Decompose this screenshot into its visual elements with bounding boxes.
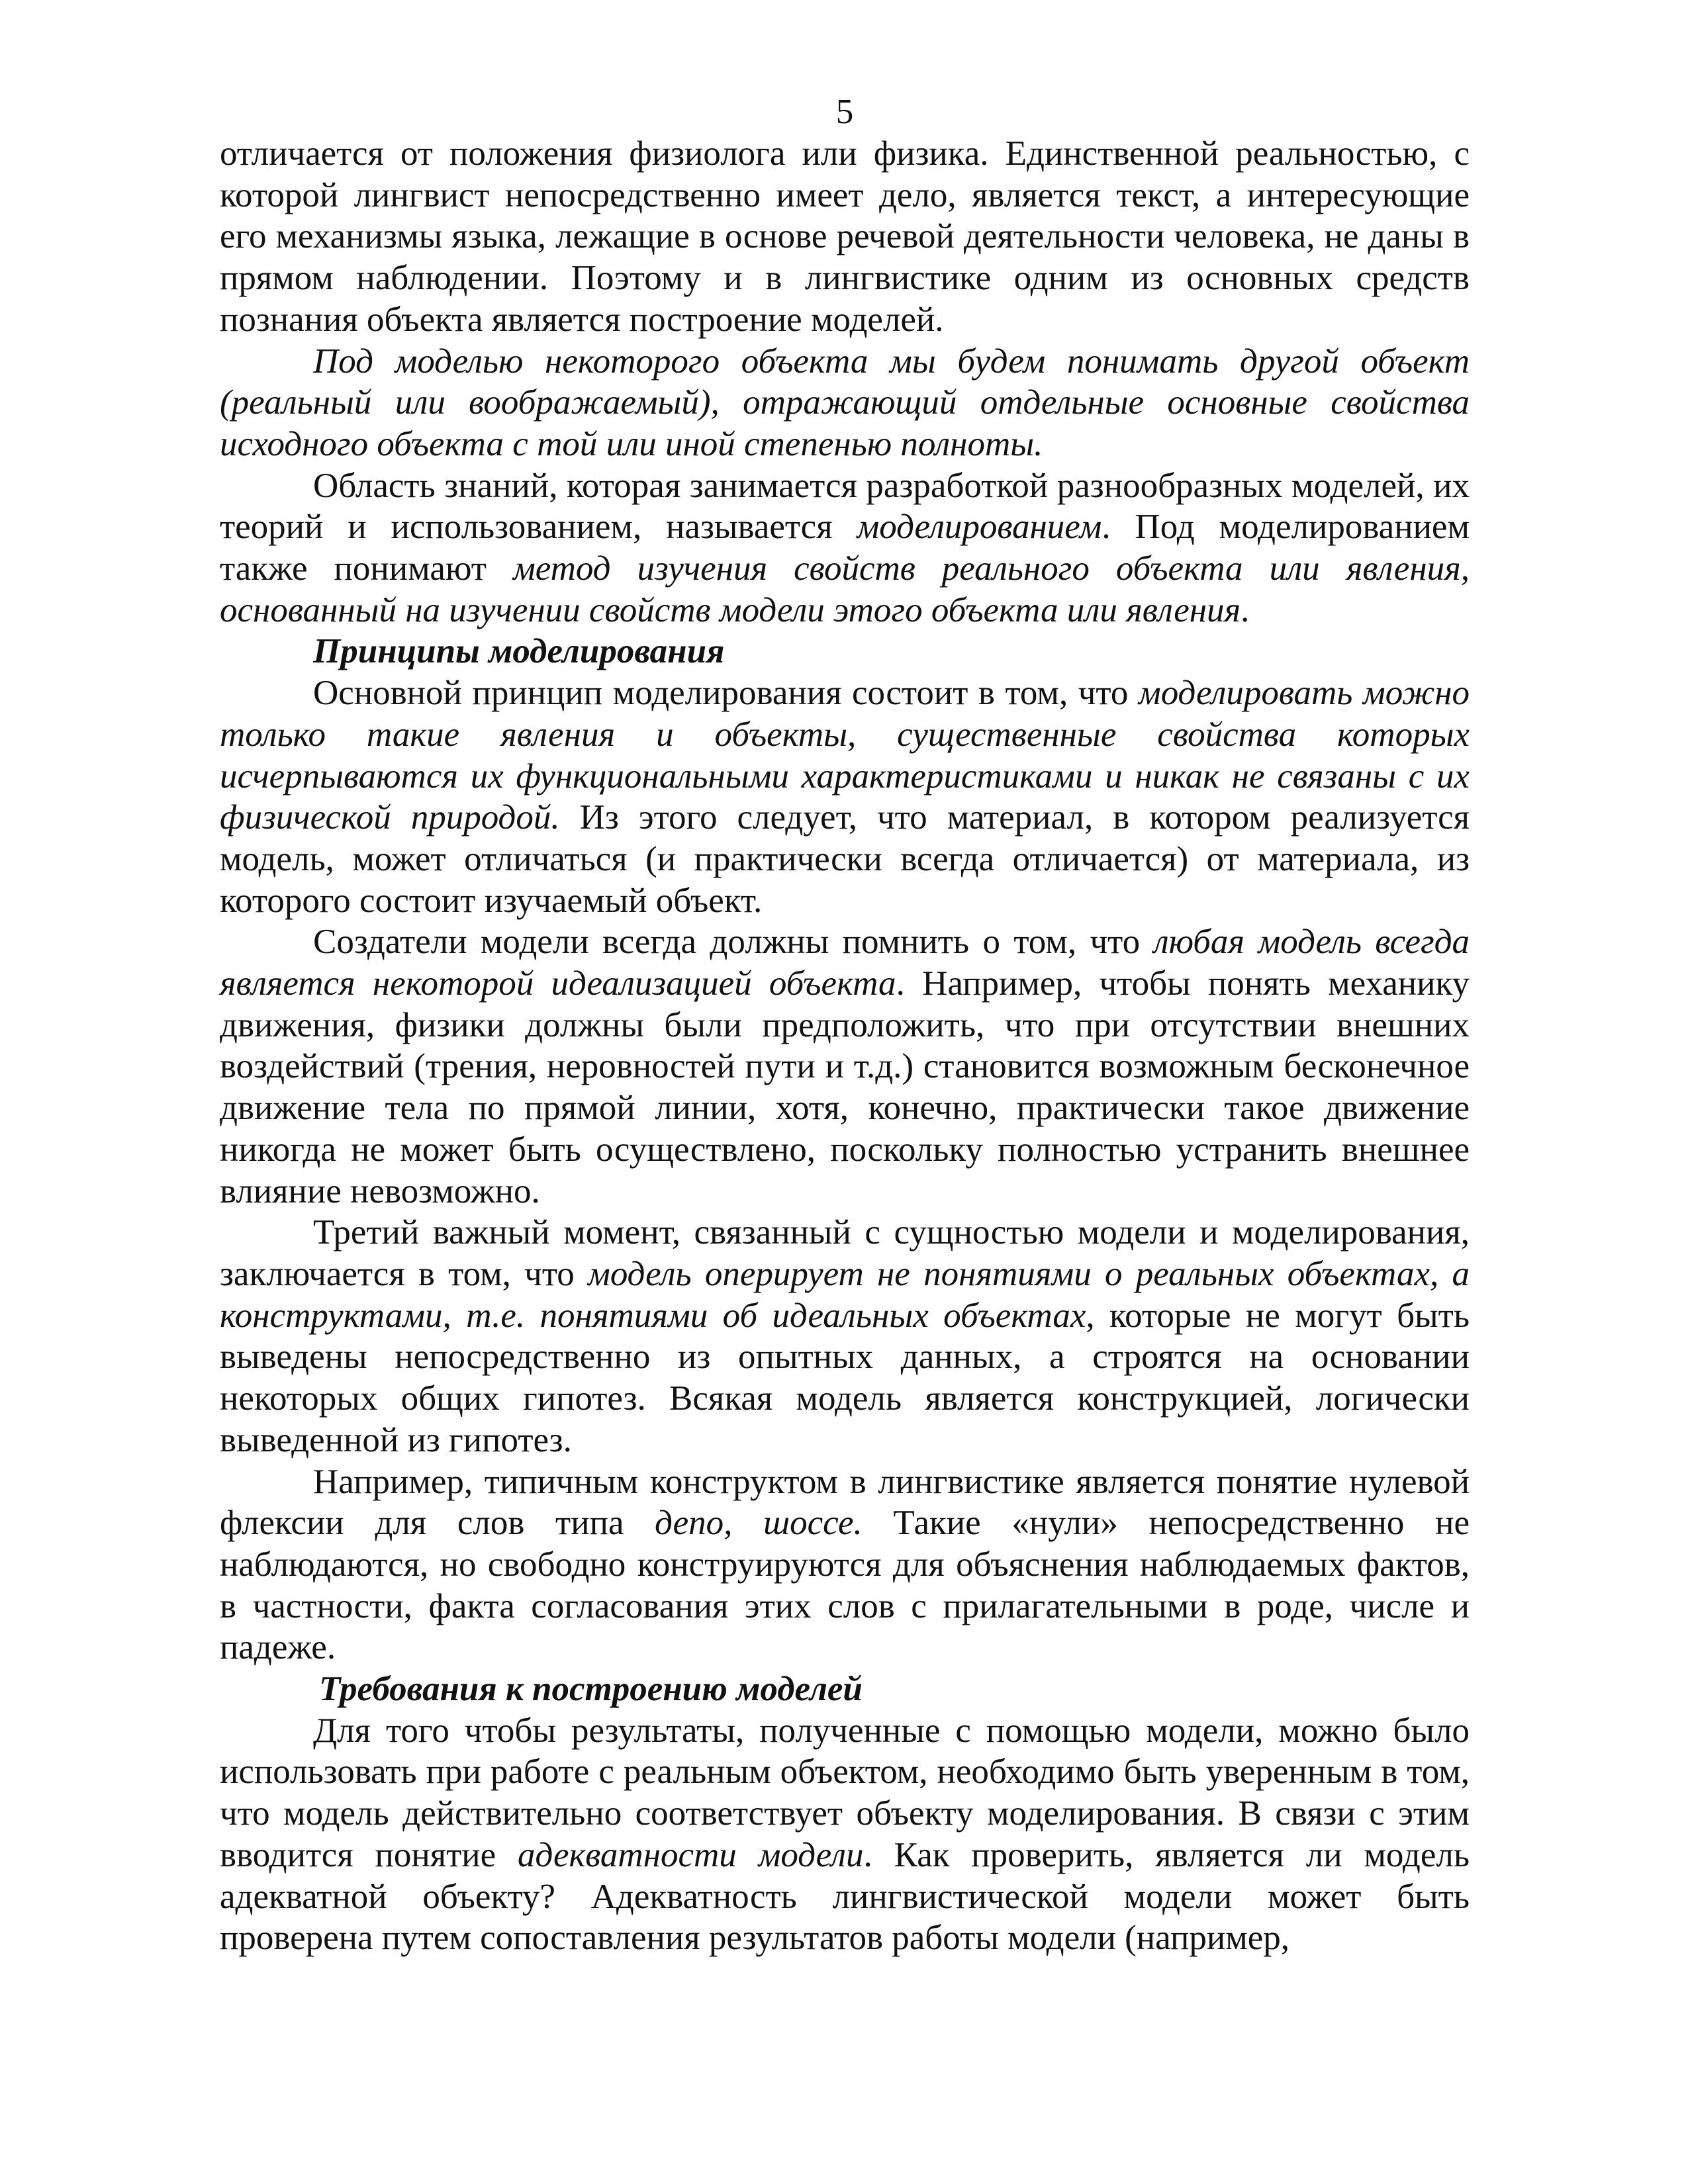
idealization-emphasis: любая модель всегда является некоторой идеализацией объекта [220,923,1470,1003]
text-run: . Как проверить, является ли модель адекватной объекту? Адекватность лингвистической модели может быть проверена путем сопоставления результатов работы модели (например, [220,1835,1470,1958]
page-number: 5 [835,93,854,131]
text-run: Например, типичным конструктом в лингвистике является понятие нулевой флексии для слов типа [220,1462,1470,1543]
section-heading-requirements: Требования к построению моделей [319,1670,863,1709]
text-run: Такие «нули» непосредственно не наблюдаются, но свободно конструируются для объяснения наблюдаемых фактов, в частности, факта согласования этих слов с прилагательными в роде, числе и падеже. [220,1504,1470,1667]
paragraph-adequacy [220,1710,1470,1959]
paragraph-zero-flexion [220,1461,1470,1669]
example-words: депо, шоссе. [655,1504,863,1543]
paragraph-constructs [220,1212,1470,1461]
paragraph-text: отличается от положения физиолога или физика. Единственной реальностью, с которой лингвист непосредственно имеет дело, является текст, а интересующие его механизмы языка, лежащие в основе речевой деятельности человека, не даны в прямом наблюдении. Поэтому и в лингвистике одним из основных средств познания объекта является построение моделей. [220,134,1470,339]
paragraph-model-definition [220,341,1470,465]
term-adequacy: адекватности модели [518,1835,864,1874]
term-method: метод изучения свойств реального объекта или явления, основанный на изучении свойств модели этого объекта или явления [220,549,1470,629]
text-run: Область знаний, которая занимается разработкой разнообразных моделей, их теорий и использованием, называется [220,466,1470,547]
text-run: Основной принцип моделирования состоит в том, что [313,674,1139,713]
model-definition-text: Под моделью некоторого объекта мы будем понимать другой объект (реальный или воображаемый), отражающий отдельные основные свойства исходного объекта с той или иной степенью полноты. [220,341,1470,463]
paragraph-idealization [220,921,1470,1212]
paragraph-modeling [220,465,1470,631]
principle-emphasis: моделировать можно только такие явления и объекты, существенные свойства которых исчерпываются их функциональными характеристиками и никак не связаны с их физической природой. [220,674,1470,837]
document-page [220,91,1470,1959]
paragraph-main-principle [220,672,1470,921]
paragraph-continuation [220,133,1470,341]
text-run: Третий важный момент, связанный с сущностью модели и моделирования, заключается в том, что [220,1213,1470,1293]
constructs-emphasis: модель оперирует не понятиями о реальных объектах, а конструктами, т.е. понятиями об идеальных объектах [220,1254,1470,1335]
term-modeling: моделированием [857,508,1102,547]
text-run: . Например, чтобы понять механику движения, физики должны были предположить, что при отсутствии внешних воздействий (трения, неровностей пути и т.д.) становится возможным бесконечное движение тела по прямой линии, хотя, конечно, практически такое движение никогда не может быть осуществлено, поскольку полностью устранить внешнее влияние невозможно. [220,964,1470,1210]
text-run: . Под моделированием также понимают [220,508,1470,588]
section-heading-principles: Принципы моделирования [313,632,725,671]
text-run: , которые не могут быть выведены непосредственно из опытных данных, а строятся на основании некоторых общих гипотез. Всякая модель является конструкцией, логически выведенной из гипотез. [220,1296,1470,1459]
text-run: . [1241,590,1250,629]
text-run: Создатели модели всегда должны помнить о том, что [313,923,1154,962]
text-run: Для того чтобы результаты, полученные с помощью модели, можно было использовать при работе с реальным объектом, необходимо быть уверенным в том, что модель действительно соответствует объекту моделирования. В связи с этим вводится понятие [220,1711,1470,1874]
text-run: Из этого следует, что материал, в котором реализуется модель, может отличаться (и практически всегда отличается) от материала, из которого состоит изучаемый объект. [220,798,1470,920]
